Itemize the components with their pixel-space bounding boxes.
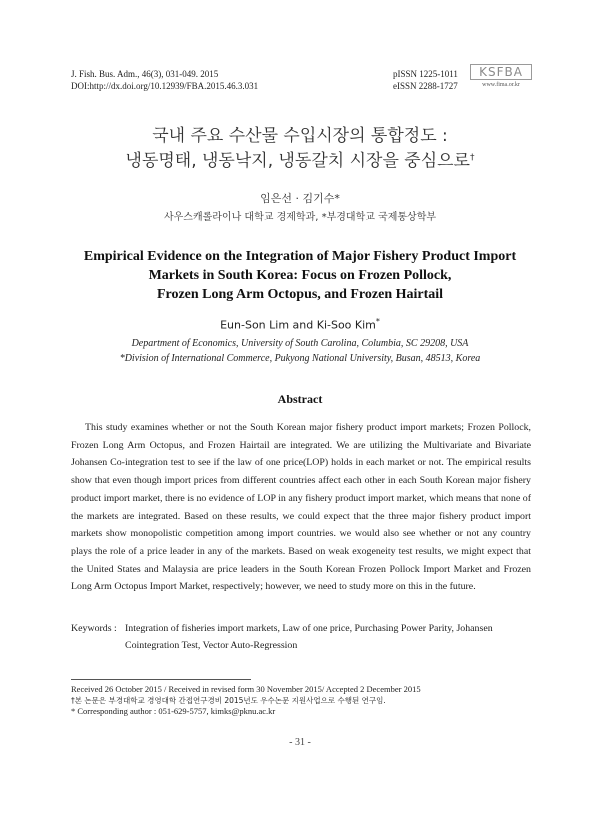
footnotes [71, 684, 531, 717]
doi-link[interactable]: DOI:http://dx.doi.org/10.12939/FBA.2015.46.3.031 [71, 81, 259, 91]
korean-title [50, 124, 550, 174]
journal-header [71, 68, 258, 92]
corresponding-note: * Corresponding author : 051-629-5757, kimks@pknu.ac.kr [71, 706, 276, 716]
english-authors-wrap [0, 317, 600, 332]
affiliation-1: Department of Economics, University of South Carolina, Columbia, SC 29208, USA [131, 338, 469, 349]
abstract-heading: Abstract [277, 392, 323, 406]
english-title-line1: Empirical Evidence on the Integration of Major Fishery Product Import [83, 249, 517, 264]
english-affiliations [0, 336, 600, 366]
logo-url: www.fima.or.kr [482, 82, 520, 88]
english-title-line3: Frozen Long Arm Octopus, and Frozen Hairtail [156, 287, 444, 302]
korean-title-line1: 국내 주요 수산물 수입시장의 통합정도 : [152, 126, 448, 146]
journal-citation: J. Fish. Bus. Adm., 46(3), 031-049. 2015 [71, 69, 219, 79]
ksfba-logo [470, 64, 532, 89]
eissn: eISSN 2288-1727 [393, 81, 458, 91]
korean-title-line2-wrap [50, 149, 550, 174]
english-title [50, 247, 550, 304]
keywords [71, 620, 531, 654]
pissn: pISSN 1225-1011 [393, 69, 458, 79]
received-note: Received 26 October 2015 / Received in revised form 30 November 2015/ Accepted 2 December 2015 [71, 684, 421, 694]
english-title-line2: Markets in South Korea: Focus on Frozen Pollock, [148, 268, 452, 283]
affiliation-2: *Division of International Commerce, Pukyong National University, Busan, 48513, Korea [119, 353, 481, 364]
korean-affiliation: 사우스캐롤라이나 대학교 경제학과, *부경대학교 국제통상학부 [163, 212, 437, 223]
title-footnote-mark: † [469, 153, 475, 163]
korean-authors: 임은선 · 김기수* [260, 192, 340, 205]
page-number: - 31 - [289, 737, 311, 748]
keywords-text: Integration of fisheries import markets, Law of one price, Purchasing Power Parity, Johansen Cointegration Test, Vector Auto-Regression [125, 623, 493, 651]
footnote-divider [71, 679, 251, 680]
abstract-text: This study examines whether or not the South Korean major fishery product import markets; Frozen Pollock, Frozen Long Arm Octopus, and Frozen Hairtail are integrated. We are utilizing the Multivariate and Bivariate Johansen Co-integration test to see if the law of one price(LOP) holds in each market or not. The empirical results show that even though import prices from different countries affect each other in each South Korean major fishery product import market, there is no evidence of LOP in any fishery product import market, which means that none of the markets are integrated. Based on these results, we could expect that the three major fishery product import markets show monopolistic competition among import countries. we would also see whether or not any country plays the role of a price leader in any of the markets. Based on weak exogeneity test results, we might expect that the United States and Malaysia are price leaders in the South Korean Frozen Pollock Import Market and Frozen Long Arm Octopus Import Market, respectively; however, we need to study more on this in the future. [71, 422, 531, 593]
author-mark: * [375, 317, 380, 326]
korean-title-line2: 냉동명태, 냉동낙지, 냉동갈치 시장을 중심으로 [125, 151, 470, 171]
english-authors: Eun-Son Lim and Ki-Soo Kim [220, 318, 376, 332]
keywords-label: Keywords : [71, 623, 117, 634]
logo-mark: KSFBA [470, 64, 532, 80]
funding-note: †본 논문은 부경대학교 경영대학 간접연구경비 2015년도 우수논문 지원사업으로 수행된 연구임. [71, 696, 386, 705]
